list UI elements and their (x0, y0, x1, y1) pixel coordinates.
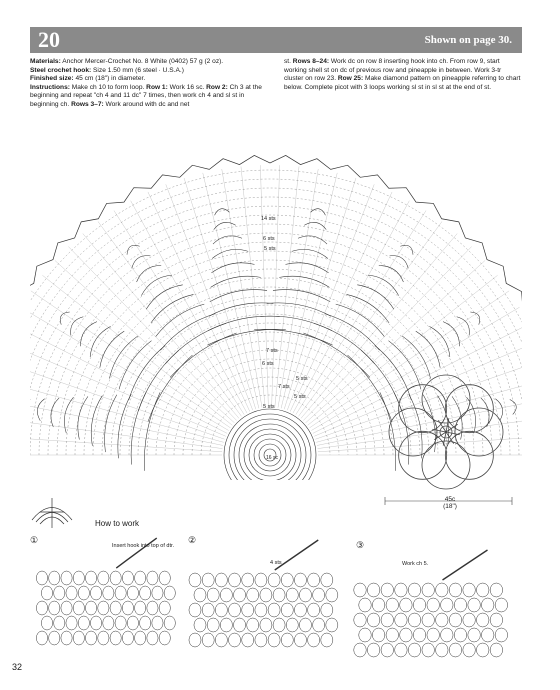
center-label: 16 sc (266, 455, 278, 461)
row2-text: Ch 3 at the beginning and repeat "ch 4 and 11 dc" 7 times, then work ch 4 and sl st in beginning ch. (30, 83, 262, 108)
label-5-sts-a: 5 sts (264, 246, 276, 252)
label-5-sts-d: 5 sts (263, 404, 275, 410)
shown-on-page: Shown on page 30. (424, 34, 512, 46)
size-label: Finished size: (30, 75, 74, 83)
label-5-sts-b: 5 sts (296, 376, 308, 382)
label-7-sts-b: 7 sts (278, 384, 290, 390)
rows3-7-text: Work around with dc and net (103, 100, 190, 108)
size-text: 45 cm (18") in diameter. (73, 75, 146, 83)
dimension-value: 45c (444, 496, 456, 503)
pineapple-thumbnail (32, 498, 72, 528)
step1-illustration (36, 538, 175, 645)
row2-label: Row 2: (204, 83, 228, 91)
row1-label: Row 1: (144, 83, 168, 91)
materials-label: Materials: (30, 58, 61, 65)
rows8-24-text: Work dc on row 8 inserting hook into ch. From row 9, start working shell st on dc of previous row and pineapple in between. Work 3-tr cluster on row 23. (284, 58, 502, 83)
page-number: 32 (12, 662, 23, 672)
step1-number: ① (30, 535, 39, 545)
hook-text: Size 1.50 mm (6 steel · U.S.A.) (91, 66, 184, 74)
label-7-sts-a: 7 sts (266, 348, 278, 354)
rows3-7-label: Rows 3–7: (69, 100, 104, 108)
instructions-label: Instructions: (30, 83, 70, 91)
step2-illustration (189, 540, 338, 647)
col2-start: st. (284, 58, 291, 65)
row25-text: Make diamond pattern on pineapple referring to chart below. Complete picot with 3 loops working sl st in sl st at the end of st. (284, 75, 521, 91)
label-5-sts-c: 5 sts (294, 394, 306, 400)
step1-note: Insert hook into top of dtr. (112, 543, 175, 549)
step3-illustration (354, 550, 508, 657)
how-to-title: How to work (95, 519, 140, 528)
step3-note: Work ch 5. (402, 561, 429, 567)
step2-note: 4 sts (270, 560, 282, 566)
materials-text: Anchor Mercer-Crochet No. 8 White (0402) 57 g (2 oz). (60, 58, 224, 65)
instructions-text: Make ch 10 to form loop. (69, 83, 145, 91)
step2-number: ② (188, 535, 197, 545)
label-6-sts-a: 6 sts (263, 236, 275, 242)
hook-label: Steel crochet hook: (30, 66, 92, 74)
rows8-24-label: Rows 8–24: (290, 58, 330, 65)
dimension-sub: (18") (443, 503, 457, 510)
row25-label: Row 25: (336, 75, 364, 83)
label-14-sts: 14 sts (261, 216, 276, 222)
label-6-sts-b: 6 sts (262, 361, 274, 367)
pattern-number: 20 (38, 27, 60, 52)
row1-text: Work 16 sc. (167, 83, 205, 91)
step3-number: ③ (356, 540, 365, 550)
